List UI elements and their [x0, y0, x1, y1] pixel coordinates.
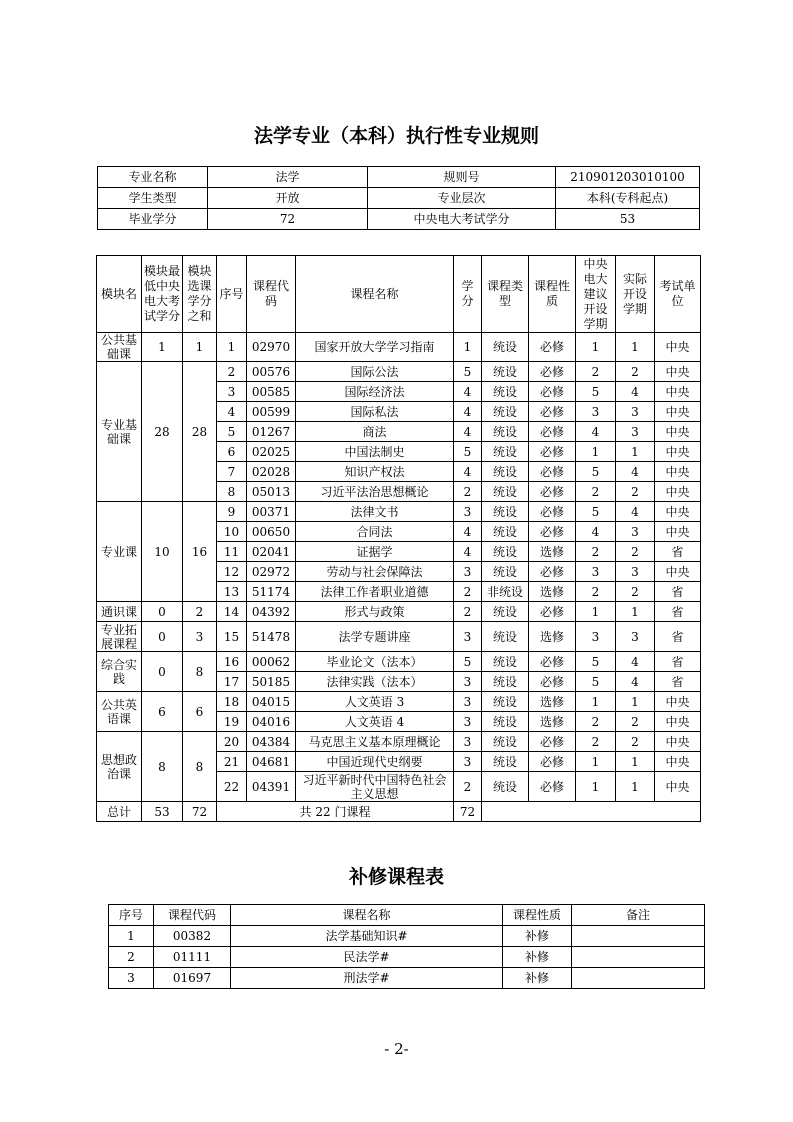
- course-name: 习近平新时代中国特色社会主义思想: [296, 772, 454, 802]
- info-label: 学生类型: [98, 188, 208, 209]
- course-nature: 必修: [529, 652, 576, 672]
- total-row: [97, 802, 701, 822]
- course-actual-term: 2: [616, 712, 655, 732]
- course-type: 统设: [482, 502, 529, 522]
- supp-name: 法学基础知识#: [231, 926, 503, 947]
- course-name: 人文英语 3: [296, 692, 454, 712]
- module-sum-credits: 6: [183, 692, 217, 732]
- course-actual-term: 2: [616, 732, 655, 752]
- course-exam-unit: 省: [655, 542, 701, 562]
- course-nature: 必修: [529, 522, 576, 542]
- course-actual-term: 4: [616, 382, 655, 402]
- course-actual-term: 4: [616, 502, 655, 522]
- supp-code: 01111: [154, 947, 231, 968]
- supp-table-body: [109, 926, 705, 989]
- course-seq: 14: [217, 602, 247, 622]
- course-seq: 3: [217, 382, 247, 402]
- course-exam-unit: 中央: [655, 442, 701, 462]
- supp-remark: [572, 926, 705, 947]
- course-type: 统设: [482, 692, 529, 712]
- module-min-credits: 0: [142, 622, 183, 652]
- module-name: 专业基础课: [97, 362, 142, 502]
- course-suggest-term: 2: [576, 712, 616, 732]
- course-seq: 22: [217, 772, 247, 802]
- module-sum-credits: 2: [183, 602, 217, 622]
- course-exam-unit: 中央: [655, 712, 701, 732]
- course-type: 统设: [482, 732, 529, 752]
- course-actual-term: 3: [616, 562, 655, 582]
- supp-header-name: 课程名称: [231, 905, 503, 926]
- header-code: 课程代码: [247, 256, 296, 333]
- course-seq: 12: [217, 562, 247, 582]
- course-actual-term: 3: [616, 402, 655, 422]
- course-seq: 15: [217, 622, 247, 652]
- course-credit: 3: [454, 752, 482, 772]
- course-code: 02970: [247, 333, 296, 362]
- header-credit: 学分: [454, 256, 482, 333]
- info-row: [98, 209, 700, 230]
- course-code: 51478: [247, 622, 296, 652]
- course-nature: 必修: [529, 362, 576, 382]
- course-code: 04384: [247, 732, 296, 752]
- course-seq: 16: [217, 652, 247, 672]
- course-code: 04681: [247, 752, 296, 772]
- course-type: 统设: [482, 522, 529, 542]
- course-suggest-term: 1: [576, 692, 616, 712]
- module-min-credits: 0: [142, 652, 183, 692]
- course-code: 50185: [247, 672, 296, 692]
- course-suggest-term: 3: [576, 562, 616, 582]
- course-code: 00062: [247, 652, 296, 672]
- info-row: [98, 167, 700, 188]
- table-row: [97, 622, 701, 652]
- module-min-credits: 1: [142, 333, 183, 362]
- course-type: 统设: [482, 672, 529, 692]
- course-exam-unit: 中央: [655, 462, 701, 482]
- course-exam-unit: 中央: [655, 772, 701, 802]
- course-suggest-term: 5: [576, 672, 616, 692]
- table-row: [97, 692, 701, 712]
- course-credit: 3: [454, 672, 482, 692]
- course-actual-term: 2: [616, 482, 655, 502]
- supp-seq: 2: [109, 947, 154, 968]
- course-seq: 4: [217, 402, 247, 422]
- course-seq: 20: [217, 732, 247, 752]
- course-seq: 21: [217, 752, 247, 772]
- course-exam-unit: 省: [655, 622, 701, 652]
- course-suggest-term: 2: [576, 482, 616, 502]
- course-suggest-term: 2: [576, 582, 616, 602]
- course-exam-unit: 省: [655, 652, 701, 672]
- course-credit: 4: [454, 522, 482, 542]
- course-suggest-term: 2: [576, 732, 616, 752]
- course-nature: 必修: [529, 752, 576, 772]
- total-credits: 72: [454, 802, 482, 822]
- total-min-credits: 53: [142, 802, 183, 822]
- course-code: 02028: [247, 462, 296, 482]
- info-value: 开放: [208, 188, 368, 209]
- table-row: [97, 333, 701, 362]
- course-suggest-term: 4: [576, 422, 616, 442]
- supp-header-remark: 备注: [572, 905, 705, 926]
- course-credit: 2: [454, 602, 482, 622]
- course-exam-unit: 中央: [655, 732, 701, 752]
- course-nature: 必修: [529, 402, 576, 422]
- module-name: 公共基础课: [97, 333, 142, 362]
- course-credit: 3: [454, 622, 482, 652]
- module-min-credits: 6: [142, 692, 183, 732]
- module-name: 思想政治课: [97, 732, 142, 802]
- course-actual-term: 4: [616, 462, 655, 482]
- course-table-header: [97, 256, 701, 333]
- supp-name: 民法学#: [231, 947, 503, 968]
- module-sum-credits: 1: [183, 333, 217, 362]
- course-exam-unit: 中央: [655, 692, 701, 712]
- course-credit: 3: [454, 712, 482, 732]
- course-exam-unit: 省: [655, 582, 701, 602]
- course-name: 劳动与社会保障法: [296, 562, 454, 582]
- module-min-credits: 10: [142, 502, 183, 602]
- supp-code: 00382: [154, 926, 231, 947]
- course-suggest-term: 5: [576, 382, 616, 402]
- module-name: 公共英语课: [97, 692, 142, 732]
- course-name: 国际公法: [296, 362, 454, 382]
- course-suggest-term: 1: [576, 442, 616, 462]
- course-actual-term: 3: [616, 422, 655, 442]
- course-code: 00650: [247, 522, 296, 542]
- course-credit: 5: [454, 442, 482, 462]
- course-name: 法学专题讲座: [296, 622, 454, 652]
- course-name: 国家开放大学学习指南: [296, 333, 454, 362]
- header-nature: 课程性质: [529, 256, 576, 333]
- course-actual-term: 1: [616, 772, 655, 802]
- module-sum-credits: 8: [183, 732, 217, 802]
- course-code: 04391: [247, 772, 296, 802]
- info-label: 专业层次: [368, 188, 556, 209]
- header-seq: 序号: [217, 256, 247, 333]
- course-name: 人文英语 4: [296, 712, 454, 732]
- course-seq: 5: [217, 422, 247, 442]
- course-exam-unit: 省: [655, 602, 701, 622]
- course-credit: 3: [454, 562, 482, 582]
- module-sum-credits: 16: [183, 502, 217, 602]
- course-name: 形式与政策: [296, 602, 454, 622]
- course-actual-term: 2: [616, 582, 655, 602]
- course-seq: 7: [217, 462, 247, 482]
- course-name: 法律文书: [296, 502, 454, 522]
- course-actual-term: 1: [616, 333, 655, 362]
- course-credit: 4: [454, 542, 482, 562]
- table-row: [97, 602, 701, 622]
- header-module: 模块名: [97, 256, 142, 333]
- course-credit: 3: [454, 732, 482, 752]
- supp-name: 刑法学#: [231, 968, 503, 989]
- info-label: 毕业学分: [98, 209, 208, 230]
- course-code: 01267: [247, 422, 296, 442]
- course-type: 统设: [482, 422, 529, 442]
- course-exam-unit: 中央: [655, 522, 701, 542]
- course-suggest-term: 1: [576, 772, 616, 802]
- info-value: 210901203010100: [556, 167, 700, 188]
- course-nature: 必修: [529, 672, 576, 692]
- supplementary-table: [108, 904, 705, 989]
- course-suggest-term: 3: [576, 622, 616, 652]
- table-row: [109, 947, 705, 968]
- course-nature: 必修: [529, 732, 576, 752]
- module-min-credits: 8: [142, 732, 183, 802]
- course-suggest-term: 1: [576, 333, 616, 362]
- module-sum-credits: 3: [183, 622, 217, 652]
- course-credit: 4: [454, 402, 482, 422]
- info-label: 专业名称: [98, 167, 208, 188]
- course-code: 05013: [247, 482, 296, 502]
- table-row: [97, 732, 701, 752]
- course-type: 统设: [482, 402, 529, 422]
- course-exam-unit: 省: [655, 672, 701, 692]
- course-actual-term: 2: [616, 542, 655, 562]
- course-actual-term: 3: [616, 622, 655, 652]
- program-info-table: [97, 166, 700, 230]
- total-label: 总计: [97, 802, 142, 822]
- module-min-credits: 0: [142, 602, 183, 622]
- course-actual-term: 3: [616, 522, 655, 542]
- module-name: 通识课: [97, 602, 142, 622]
- info-value: 本科(专科起点): [556, 188, 700, 209]
- course-table: [96, 255, 701, 822]
- table-row: [97, 362, 701, 382]
- course-seq: 10: [217, 522, 247, 542]
- header-type: 课程类型: [482, 256, 529, 333]
- course-nature: 必修: [529, 502, 576, 522]
- course-name: 合同法: [296, 522, 454, 542]
- course-credit: 1: [454, 333, 482, 362]
- course-name: 国际私法: [296, 402, 454, 422]
- course-credit: 5: [454, 652, 482, 672]
- course-exam-unit: 中央: [655, 502, 701, 522]
- course-type: 统设: [482, 562, 529, 582]
- course-type: 统设: [482, 652, 529, 672]
- course-code: 51174: [247, 582, 296, 602]
- supp-table-header: [109, 905, 705, 926]
- course-name: 中国法制史: [296, 442, 454, 462]
- course-nature: 必修: [529, 772, 576, 802]
- course-type: 统设: [482, 622, 529, 652]
- course-suggest-term: 5: [576, 462, 616, 482]
- course-name: 中国近现代史纲要: [296, 752, 454, 772]
- info-label: 规则号: [368, 167, 556, 188]
- course-suggest-term: 1: [576, 602, 616, 622]
- course-nature: 选修: [529, 582, 576, 602]
- course-credit: 5: [454, 362, 482, 382]
- course-credit: 4: [454, 422, 482, 442]
- course-name: 法律实践（法本）: [296, 672, 454, 692]
- table-row: [109, 926, 705, 947]
- page-number: - 2-: [384, 1040, 409, 1058]
- supp-seq: 3: [109, 968, 154, 989]
- table-row: [97, 502, 701, 522]
- module-name: 专业课: [97, 502, 142, 602]
- course-type: 统设: [482, 542, 529, 562]
- info-row: [98, 188, 700, 209]
- table-row: [109, 968, 705, 989]
- course-seq: 17: [217, 672, 247, 692]
- course-code: 02025: [247, 442, 296, 462]
- course-exam-unit: 中央: [655, 382, 701, 402]
- course-nature: 必修: [529, 422, 576, 442]
- module-sum-credits: 28: [183, 362, 217, 502]
- header-actual-term: 实际开设学期: [616, 256, 655, 333]
- course-type: 统设: [482, 482, 529, 502]
- course-type: 统设: [482, 712, 529, 732]
- total-empty: [482, 802, 701, 822]
- module-name: 综合实践: [97, 652, 142, 692]
- course-exam-unit: 中央: [655, 562, 701, 582]
- course-credit: 3: [454, 502, 482, 522]
- supp-header-seq: 序号: [109, 905, 154, 926]
- course-seq: 6: [217, 442, 247, 462]
- supp-header-code: 课程代码: [154, 905, 231, 926]
- course-nature: 必修: [529, 333, 576, 362]
- course-credit: 2: [454, 482, 482, 502]
- course-suggest-term: 1: [576, 752, 616, 772]
- course-actual-term: 1: [616, 442, 655, 462]
- course-type: 非统设: [482, 582, 529, 602]
- supp-nature: 补修: [503, 947, 572, 968]
- course-actual-term: 4: [616, 672, 655, 692]
- supp-code: 01697: [154, 968, 231, 989]
- course-name: 马克思主义基本原理概论: [296, 732, 454, 752]
- course-name: 国际经济法: [296, 382, 454, 402]
- course-type: 统设: [482, 772, 529, 802]
- course-name: 习近平法治思想概论: [296, 482, 454, 502]
- header-suggest-term: 中央电大建议开设学期: [576, 256, 616, 333]
- course-nature: 必修: [529, 482, 576, 502]
- course-name: 知识产权法: [296, 462, 454, 482]
- info-label: 中央电大考试学分: [368, 209, 556, 230]
- course-suggest-term: 5: [576, 502, 616, 522]
- info-value: 53: [556, 209, 700, 230]
- course-code: 00599: [247, 402, 296, 422]
- supplementary-title: 补修课程表: [348, 866, 444, 888]
- course-credit: 4: [454, 382, 482, 402]
- course-credit: 2: [454, 772, 482, 802]
- header-exam-unit: 考试单位: [655, 256, 701, 333]
- course-code: 04016: [247, 712, 296, 732]
- course-name: 商法: [296, 422, 454, 442]
- course-exam-unit: 中央: [655, 422, 701, 442]
- course-exam-unit: 中央: [655, 402, 701, 422]
- course-actual-term: 2: [616, 362, 655, 382]
- supp-header-nature: 课程性质: [503, 905, 572, 926]
- course-actual-term: 1: [616, 692, 655, 712]
- course-nature: 选修: [529, 692, 576, 712]
- course-nature: 选修: [529, 542, 576, 562]
- course-credit: 3: [454, 692, 482, 712]
- course-seq: 8: [217, 482, 247, 502]
- course-code: 00585: [247, 382, 296, 402]
- module-min-credits: 28: [142, 362, 183, 502]
- course-seq: 18: [217, 692, 247, 712]
- course-nature: 必修: [529, 562, 576, 582]
- course-type: 统设: [482, 602, 529, 622]
- page-title: 法学专业（本科）执行性专业规则: [253, 125, 539, 147]
- course-suggest-term: 2: [576, 362, 616, 382]
- course-nature: 选修: [529, 712, 576, 732]
- course-code: 02972: [247, 562, 296, 582]
- course-suggest-term: 3: [576, 402, 616, 422]
- course-seq: 13: [217, 582, 247, 602]
- course-seq: 19: [217, 712, 247, 732]
- course-type: 统设: [482, 382, 529, 402]
- course-suggest-term: 4: [576, 522, 616, 542]
- course-seq: 1: [217, 333, 247, 362]
- info-value: 法学: [208, 167, 368, 188]
- total-sum-credits: 72: [183, 802, 217, 822]
- course-exam-unit: 中央: [655, 362, 701, 382]
- supp-nature: 补修: [503, 926, 572, 947]
- module-sum-credits: 8: [183, 652, 217, 692]
- course-type: 统设: [482, 362, 529, 382]
- course-exam-unit: 中央: [655, 752, 701, 772]
- course-actual-term: 4: [616, 652, 655, 672]
- course-suggest-term: 2: [576, 542, 616, 562]
- course-seq: 2: [217, 362, 247, 382]
- course-code: 02041: [247, 542, 296, 562]
- info-value: 72: [208, 209, 368, 230]
- course-table-body: [97, 333, 701, 822]
- total-course-count: 共 22 门课程: [217, 802, 454, 822]
- course-name: 证据学: [296, 542, 454, 562]
- header-name: 课程名称: [296, 256, 454, 333]
- course-exam-unit: 中央: [655, 482, 701, 502]
- course-code: 00576: [247, 362, 296, 382]
- supp-nature: 补修: [503, 968, 572, 989]
- course-credit: 2: [454, 582, 482, 602]
- course-type: 统设: [482, 442, 529, 462]
- course-code: 04392: [247, 602, 296, 622]
- course-name: 法律工作者职业道德: [296, 582, 454, 602]
- course-type: 统设: [482, 462, 529, 482]
- supp-remark: [572, 947, 705, 968]
- course-code: 00371: [247, 502, 296, 522]
- course-nature: 必修: [529, 442, 576, 462]
- course-type: 统设: [482, 333, 529, 362]
- course-seq: 11: [217, 542, 247, 562]
- course-seq: 9: [217, 502, 247, 522]
- course-exam-unit: 中央: [655, 333, 701, 362]
- header-min-credits: 模块最低中央电大考试学分: [142, 256, 183, 333]
- course-name: 毕业论文（法本）: [296, 652, 454, 672]
- course-credit: 4: [454, 462, 482, 482]
- header-sum-credits: 模块选课学分之和: [183, 256, 217, 333]
- course-suggest-term: 5: [576, 652, 616, 672]
- course-nature: 必修: [529, 602, 576, 622]
- course-actual-term: 1: [616, 752, 655, 772]
- course-actual-term: 1: [616, 602, 655, 622]
- course-type: 统设: [482, 752, 529, 772]
- supp-seq: 1: [109, 926, 154, 947]
- table-row: [97, 652, 701, 672]
- course-nature: 必修: [529, 462, 576, 482]
- module-name: 专业拓展课程: [97, 622, 142, 652]
- course-code: 04015: [247, 692, 296, 712]
- course-nature: 必修: [529, 382, 576, 402]
- course-nature: 选修: [529, 622, 576, 652]
- supp-remark: [572, 968, 705, 989]
